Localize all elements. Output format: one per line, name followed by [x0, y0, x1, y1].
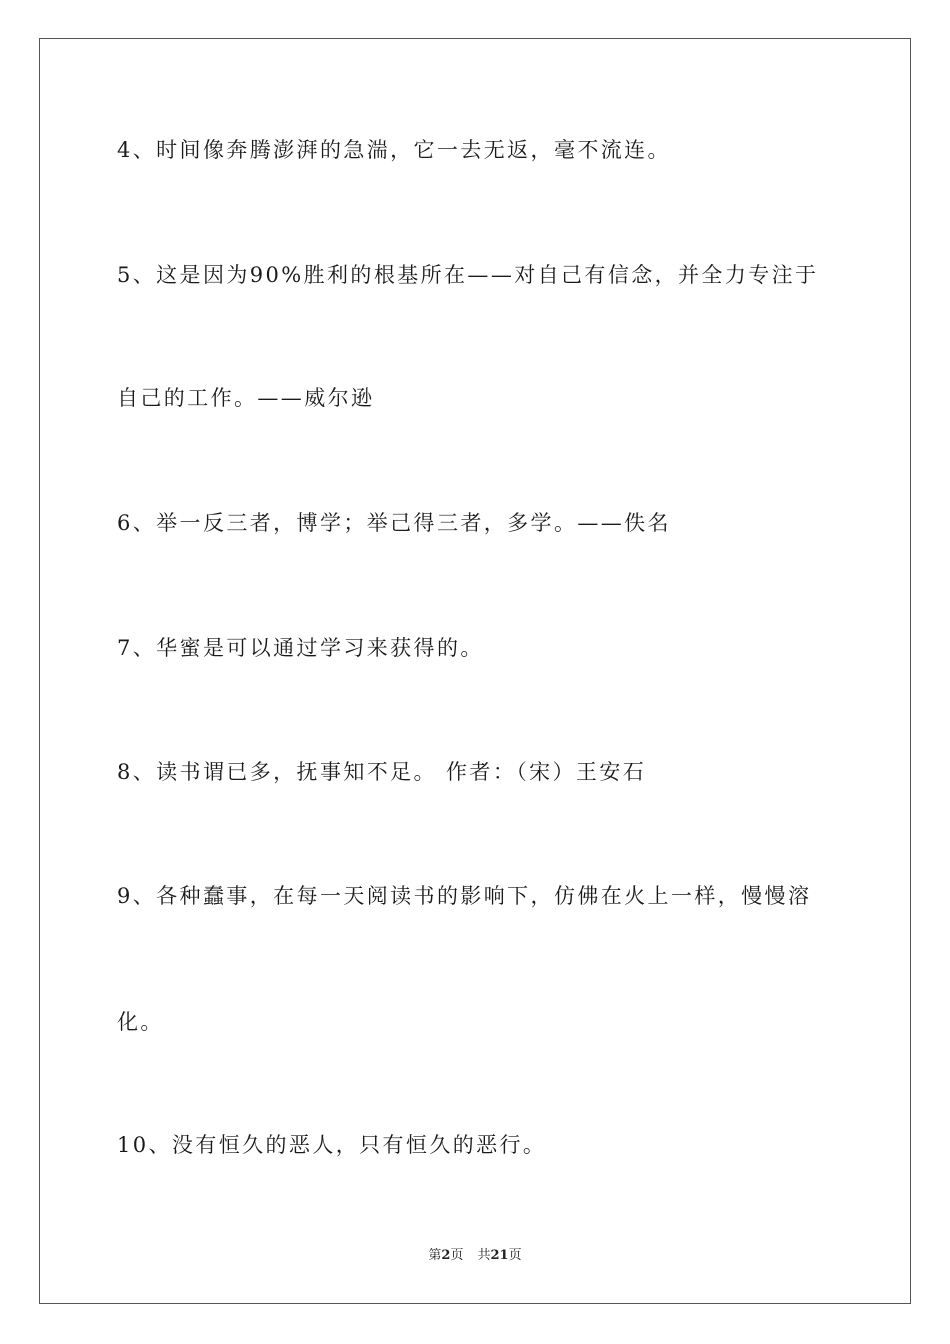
- text-line-1: 4、时间像奔腾澎湃的急湍，它一去无返，毫不流连。: [117, 138, 671, 162]
- text-line-3: 自己的工作。——威尔逊: [117, 386, 375, 410]
- text-line-4: 6、举一反三者，博学；举己得三者，多学。——佚名: [117, 511, 671, 535]
- total-suffix: 页: [508, 1248, 522, 1263]
- total-prefix: 共: [477, 1248, 491, 1263]
- page-suffix: 页: [450, 1248, 464, 1263]
- page-footer: [0, 1247, 950, 1265]
- text-line-2: 5、这是因为90%胜利的根基所在——对自己有信念，并全力专注于: [117, 263, 819, 287]
- page-prefix: 第: [428, 1248, 442, 1263]
- page-number: 2: [441, 1248, 451, 1263]
- text-line-7: 9、各种蠢事，在每一天阅读书的影响下，仿佛在火上一样，慢慢溶: [117, 884, 812, 908]
- text-line-6: 8、读书谓已多，抚事知不足。 作者：（宋）王安石: [117, 760, 647, 784]
- text-line-9: 10、没有恒久的恶人，只有恒久的恶行。: [117, 1133, 547, 1157]
- text-line-8: 化。: [117, 1010, 164, 1034]
- page-border: [39, 38, 911, 1304]
- text-line-5: 7、华蜜是可以通过学习来获得的。: [117, 636, 484, 660]
- total-pages: 21: [490, 1248, 509, 1263]
